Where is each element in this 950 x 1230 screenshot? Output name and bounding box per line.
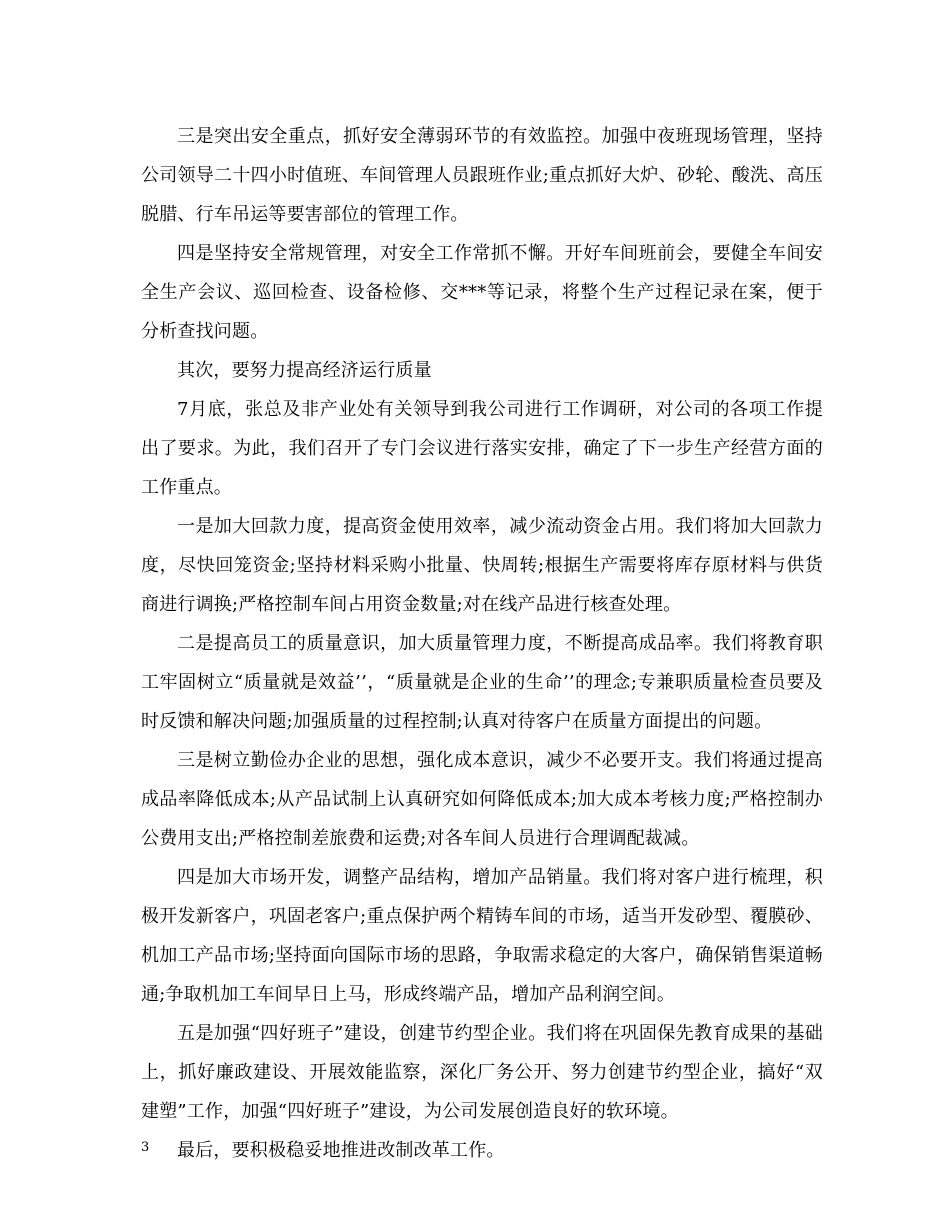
paragraph-section-heading-economic: 其次，要努力提高经济运行质量 (177, 360, 432, 381)
paragraph-cost-control: 三是树立勤俭办企业的思想，强化成本意识，减少不必要开支。我们将通过提高成品率降低成本;从产品试制上认真研究如何降低成本;加大成本考核力度;严格控制办公费用支出;严格控制差旅费和运费;对各车间人员进行合理调配裁减。 (141, 750, 823, 849)
paragraph-team-building: 五是加强“四好班子”建设，创建节约型企业。我们将在巩固保先教育成果的基础上，抓好廉政建设、开展效能监察，深化厂务公开、努力创建节约型企业，搞好“双建塑”工作，加强“四好班子”建设，为公司发展创造良好的软环境。 (141, 1023, 823, 1122)
paragraph-safety-focus: 三是突出安全重点，抓好安全薄弱环节的有效监控。加强中夜班现场管理，坚持公司领导二十四小时值班、车间管理人员跟班作业;重点抓好大炉、砂轮、酸洗、高压脱腊、行车吊运等要害部位的管理工作。 (141, 126, 823, 225)
paragraph-reform: 最后，要积极稳妥地推进改制改革工作。 (177, 1140, 505, 1161)
document-body (141, 117, 823, 1170)
paragraph-july-research: 7月底，张总及非产业处有关领导到我公司进行工作调研，对公司的各项工作提出了要求。为此，我们召开了专门会议进行落实安排，确定了下一步生产经营方面的工作重点。 (141, 399, 823, 498)
paragraph-payment-collection: 一是加大回款力度，提高资金使用效率，减少流动资金占用。我们将加大回款力度，尽快回笼资金;坚持材料采购小批量、快周转;根据生产需要将库存原材料与供货商进行调换;严格控制车间占用资金数量;对在线产品进行核查处理。 (141, 516, 823, 615)
paragraph-safety-routine: 四是坚持安全常规管理，对安全工作常抓不懈。开好车间班前会，要健全车间安全生产会议、巡回检查、设备检修、交***等记录，将整个生产过程记录在案，便于分析查找问题。 (141, 243, 823, 342)
paragraph-market-development: 四是加大市场开发，调整产品结构，增加产品销量。我们将对客户进行梳理，积极开发新客户，巩固老客户;重点保护两个精铸车间的市场，适当开发砂型、覆膜砂、机加工产品市场;坚持面向国际市场的思路，争取需求稳定的大客户，确保销售渠道畅通;争取机加工车间早日上马，形成终端产品，增加产品利润空间。 (141, 867, 823, 1005)
page-number: 3 (141, 1140, 150, 1155)
paragraph-quality-awareness: 二是提高员工的质量意识，加大质量管理力度，不断提高成品率。我们将教育职工牢固树立“质量就是效益’’，“质量就是企业的生命’’的理念;专兼职质量检查员要及时反馈和解决问题;加强质量的过程控制;认真对待客户在质量方面提出的问题。 (141, 633, 823, 732)
